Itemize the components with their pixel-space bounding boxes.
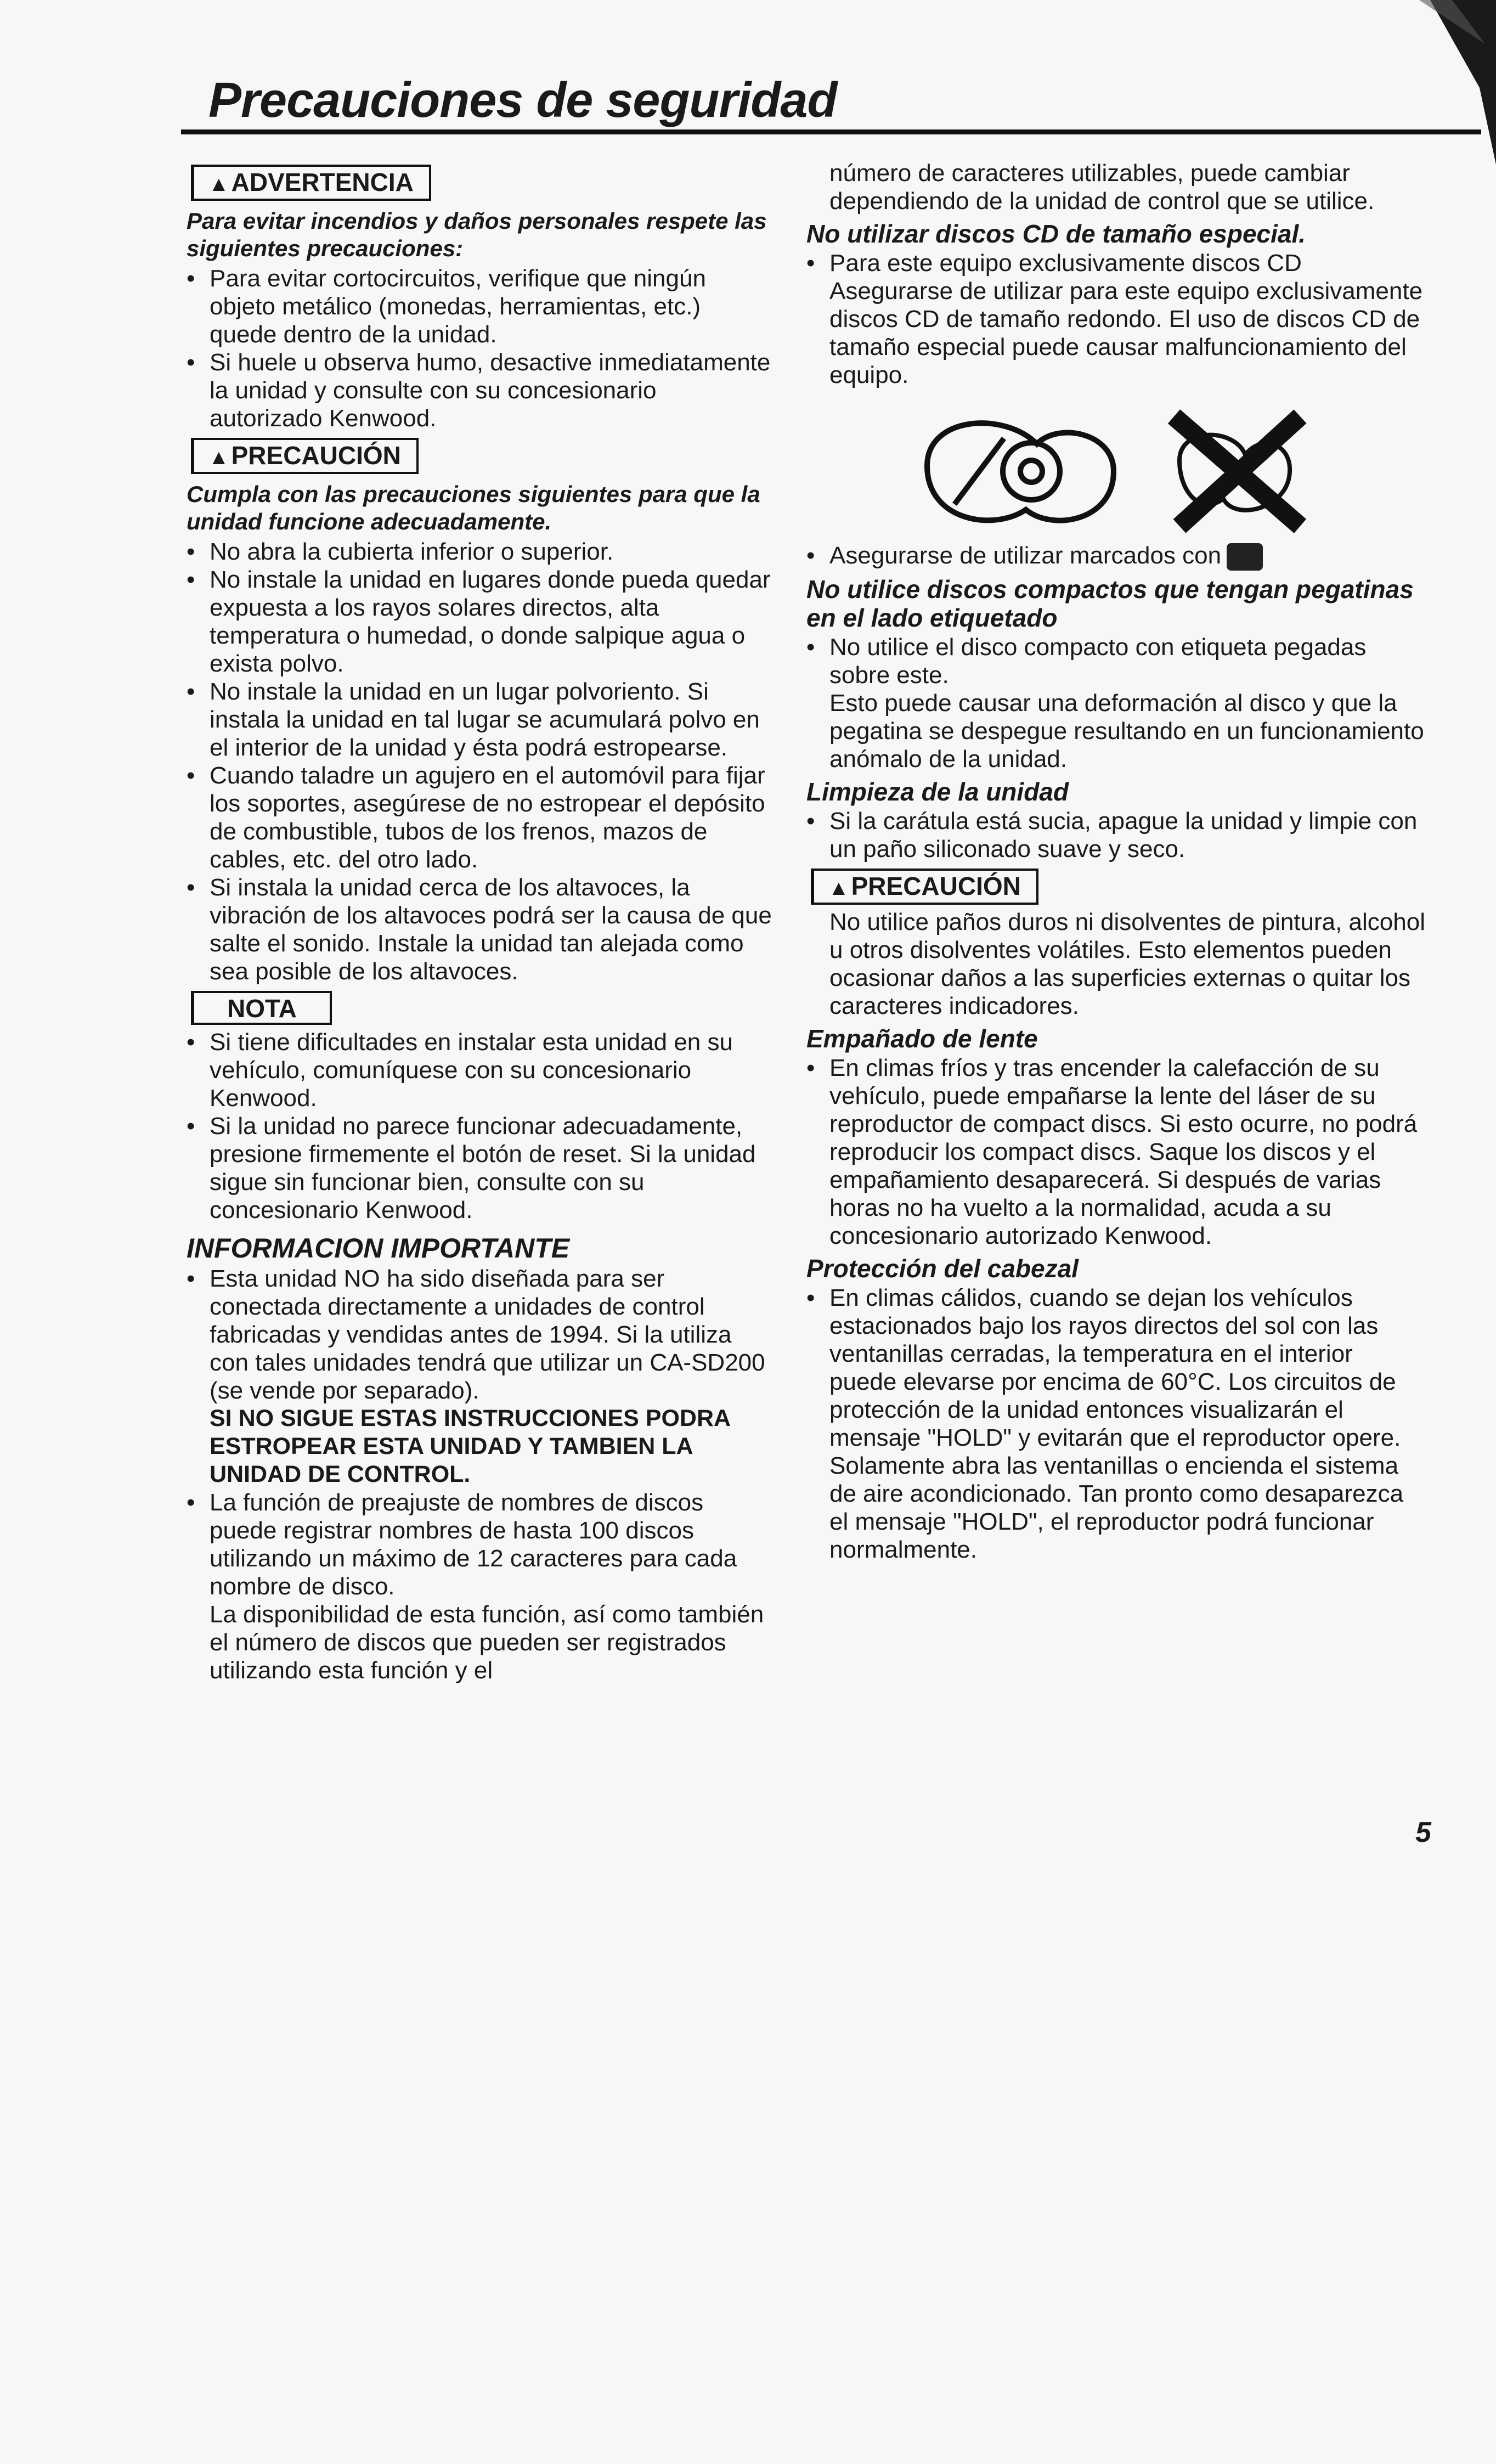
pegatinas-heading: No utilice discos compactos que tengan pegatinas en el lado etiquetado bbox=[806, 575, 1414, 633]
bullet-icon: • bbox=[187, 762, 195, 789]
cabezal-heading: Protección del cabezal bbox=[806, 1254, 1079, 1283]
precaucion-label: PRECAUCIÓN bbox=[231, 441, 401, 470]
precaucion2-label: PRECAUCIÓN bbox=[851, 872, 1021, 901]
bullet-icon: • bbox=[187, 538, 195, 565]
page-title: Precauciones de seguridad bbox=[208, 73, 837, 128]
precaucion2-text: No utilice paños duros ni disolventes de pintura, alcohol u otros disolventes volátiles. Esto elementos pueden ocasionar daños a las superficies externas o quitar los caracteres indicadores. bbox=[829, 909, 1425, 1020]
list-item: • En climas cálidos, cuando se dejan los vehículos estacionados bajo los rayos directos del sol con las ventanillas cerradas, la temperatura en el interior puede elevarse por encima de 60°C. Los circuitos de protección de la unidad entonces visualizarán el mensaje "HOLD" y evitarán que el reproductor opere. Solamente abra las ventanillas o encienda el sistema de aire acondicionado. Tan pronto como desaparezca el mensaje "HOLD", el reproductor podrá funcionar normalmente. bbox=[806, 1284, 1404, 1564]
list-item: • Si la carátula está sucia, apague la unidad y limpie con un paño siliconado suave y seco. bbox=[806, 808, 1418, 863]
bullet-icon: • bbox=[187, 349, 195, 376]
cd-shape-figure bbox=[806, 394, 1426, 537]
cd-shapes-illustration bbox=[894, 394, 1311, 537]
bullet-icon: • bbox=[187, 566, 195, 593]
page-number: 5 bbox=[1415, 1817, 1431, 1848]
warning-triangle-icon: ▲ bbox=[208, 173, 229, 196]
title-rule bbox=[181, 129, 1481, 134]
informacion-warning: SI NO SIGUE ESTAS INSTRUCCIONES PODRA ESTROPEAR ESTA UNIDAD Y TAMBIEN LA UNIDAD DE CONTROL. bbox=[210, 1405, 730, 1487]
list-item: • Esta unidad NO ha sido diseñada para ser conectada directamente a unidades de control fabricadas y vendidas antes de 1994. Si la utiliza con tales unidades tendrá que utilizar un CA-SD200 (se vende por separado). bbox=[187, 1265, 765, 1404]
corner-scan-mark bbox=[1419, 0, 1496, 165]
list-item: • Si huele u observa humo, desactive inmediatamente la unidad y consulte con su concesionario autorizado Kenwood. bbox=[187, 349, 771, 432]
advertencia-intro: Para evitar incendios y daños personales respete las siguientes precauciones: bbox=[187, 208, 767, 261]
list-item: • No instale la unidad en un lugar polvoriento. Si instala la unidad en tal lugar se acumulará polvo en el interior de la unidad y ésta podrá estropearse. bbox=[187, 678, 760, 761]
advertencia-box bbox=[191, 165, 431, 201]
pegatinas-continuation: Esto puede causar una deformación al disco y que la pegatina se despegue resultando en un funcionamiento anómalo de la unidad. bbox=[829, 690, 1424, 773]
bullet-icon: • bbox=[187, 874, 195, 901]
list-item: • Para evitar cortocircuitos, verifique que ningún objeto metálico (monedas, herramientas, etc.) quede dentro de la unidad. bbox=[187, 265, 706, 348]
bullet-icon: • bbox=[806, 1055, 815, 1082]
list-item: • No instale la unidad en lugares donde pueda quedar expuesta a los rayos solares directos, alta temperatura o humedad, o donde salpique agua o exista polvo. bbox=[187, 566, 771, 677]
advertencia-label: ADVERTENCIA bbox=[231, 168, 414, 196]
right-column bbox=[806, 159, 1426, 1564]
precaucion2-box bbox=[811, 869, 1038, 905]
empanado-heading: Empañado de lente bbox=[806, 1024, 1038, 1053]
list-item: • No utilice el disco compacto con etiqueta pegadas sobre este. bbox=[806, 634, 1367, 689]
list-item: • Asegurarse de utilizar marcados con bbox=[806, 542, 1426, 571]
list-item: • Cuando taladre un agujero en el automóvil para fijar los soportes, asegúrese de no estropear el depósito de combustible, tubos de los frenos, mazos de cables, etc. del otro lado. bbox=[187, 762, 765, 873]
bullet-icon: • bbox=[806, 634, 815, 661]
list-item: • Para este equipo exclusivamente discos CD Asegurarse de utilizar para este equipo exclusivamente discos CD de tamaño redondo. El uso de discos CD de tamaño especial puede causar malfuncionamiento del equipo. bbox=[806, 250, 1423, 388]
warning-triangle-icon: ▲ bbox=[828, 877, 849, 900]
precaucion-intro: Cumpla con las precauciones siguientes para que la unidad funcione adecuadamente. bbox=[187, 481, 760, 534]
bullet-icon: • bbox=[806, 250, 815, 277]
bullet-icon: • bbox=[187, 1029, 195, 1056]
precaucion-box bbox=[191, 438, 419, 474]
list-item: • En climas fríos y tras encender la calefacción de su vehículo, puede empañarse la lente del láser de su reproductor de compact discs. Si esto ocurre, no podrá reproducir los compact discs. Saque los discos y el empañamiento desaparecerá. Si después de varias horas no ha vuelto a la normalidad, acuda a su concesionario autorizado Kenwood. bbox=[806, 1055, 1418, 1250]
informacion-continuation: La disponibilidad de esta función, así como también el número de discos que pueden ser registrados utilizando esta función y el bbox=[210, 1601, 764, 1684]
bullet-icon: • bbox=[187, 1265, 195, 1292]
continuation-text: número de caracteres utilizables, puede cambiar dependiendo de la unidad de control que se utilice. bbox=[829, 160, 1375, 215]
list-item: • No abra la cubierta inferior o superior. bbox=[187, 538, 614, 565]
cd-especial-heading: No utilizar discos CD de tamaño especial. bbox=[806, 219, 1306, 248]
list-item: • Si instala la unidad cerca de los altavoces, la vibración de los altavoces podrá ser la causa de que salte el sonido. Instale la unidad tan alejada como sea posible de los altavoces. bbox=[187, 874, 772, 985]
bullet-icon: • bbox=[806, 1284, 815, 1312]
limpieza-heading: Limpieza de la unidad bbox=[806, 777, 1069, 807]
bullet-icon: • bbox=[187, 678, 195, 705]
compact-disc-logo-icon bbox=[1227, 543, 1263, 571]
nota-label: NOTA bbox=[227, 994, 297, 1023]
bullet-icon: • bbox=[806, 542, 815, 569]
list-item: • Si la unidad no parece funcionar adecuadamente, presione firmemente el botón de reset. Si la unidad sigue sin funcionar bien, consulte con su concesionario Kenwood. bbox=[187, 1113, 756, 1223]
bullet-icon: • bbox=[187, 1489, 195, 1516]
bullet-icon: • bbox=[187, 1113, 195, 1140]
list-item: • La función de preajuste de nombres de discos puede registrar nombres de hasta 100 discos utilizando un máximo de 12 caracteres para cada nombre de disco. bbox=[187, 1489, 737, 1600]
left-column bbox=[187, 159, 774, 1684]
bullet-icon: • bbox=[187, 265, 195, 292]
bullet-icon: • bbox=[806, 808, 815, 835]
nota-box bbox=[191, 991, 332, 1025]
informacion-heading: INFORMACION IMPORTANTE bbox=[187, 1233, 570, 1264]
warning-triangle-icon: ▲ bbox=[208, 446, 229, 469]
list-item: • Si tiene dificultades en instalar esta unidad en su vehículo, comuníquese con su concesionario Kenwood. bbox=[187, 1029, 733, 1112]
odd-shaped-cd-icon bbox=[927, 423, 1114, 520]
prohibited-cd-icon bbox=[1174, 416, 1300, 526]
